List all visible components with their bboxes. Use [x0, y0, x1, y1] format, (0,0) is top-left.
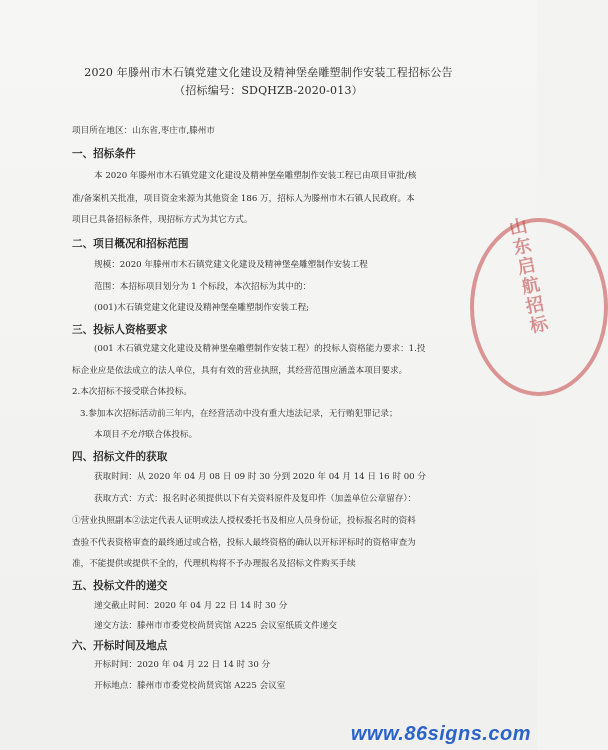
- section-3-text: 2.本次招标不接受联合体投标。: [72, 387, 192, 397]
- section-2-text: 范围：本招标项目划分为 1 个标段，本次招标为其中的：: [94, 282, 312, 292]
- section-2-text: 规模：2020 年滕州市木石镇党建文化建设及精神堡垒雕塑制作安装工程: [94, 260, 368, 270]
- section-4-text: 获取方式：方式：报名时必须提供以下有关资料原件及复印件（加盖单位公章留存）：: [94, 494, 417, 504]
- section-1-text: 准/备案机关批准，项目资金来源为其他资金 186 万，招标人为滕州市木石镇人民政府。本: [72, 194, 415, 204]
- site-watermark: www.86signs.com: [350, 723, 531, 745]
- section-3-text: 标企业应是依法成立的法人单位，具有有效的营业执照，其经营范围应涵盖本项目要求。: [72, 366, 408, 376]
- section-4-text: ①营业执照副本②法定代表人证明或法人授权委托书及相应人员身份证，投标报名时的资料: [72, 516, 416, 526]
- document-title: 2020 年滕州市木石镇党建文化建设及精神堡垒雕塑制作安装工程招标公告: [84, 66, 453, 79]
- section-4-text: 查验不代表资格审查的最终通过或合格，投标人最终资格的确认以开标评标时的资格审查为: [72, 538, 416, 548]
- section-4-text: 获取时间：从 2020 年 04 月 08 日 09 时 30 分到 2020 年 04 月 14 日 16 时 00 分: [94, 472, 426, 482]
- section-4-heading: 四、招标文件的获取: [72, 451, 168, 463]
- section-5-text: 递交方法：滕州市市委党校尚贤宾馆 A225 会议室纸质文件递交: [94, 621, 337, 631]
- section-3-text: 3.参加本次招标活动前三年内，在经营活动中没有重大违法记录，无行贿犯罪记录；: [80, 409, 398, 419]
- location-line: 项目所在地区：山东省,枣庄市,滕州市: [72, 126, 215, 136]
- section-3-heading: 三、投标人资格要求: [72, 324, 168, 336]
- document-subtitle: （招标编号：SDQHZB-2020-013）: [174, 84, 363, 97]
- section-3-text: 本项目不允许联合体投标。: [94, 430, 198, 440]
- section-2-heading: 二、项目概况和招标范围: [72, 238, 189, 250]
- section-5-heading: 五、投标文件的递交: [72, 580, 168, 592]
- section-1-text: 本 2020 年滕州市木石镇党建文化建设及精神堡垒雕塑制作安装工程已由项目审批/核: [94, 171, 417, 181]
- section-3-text: (001 木石镇党建文化建设及精神堡垒雕塑制作安装工程）的投标人资格能力要求：1.投: [94, 344, 426, 354]
- section-6-heading: 六、开标时间及地点: [72, 640, 168, 652]
- section-2-text: (001)木石镇党建文化建设及精神堡垒雕塑制作安装工程;: [94, 303, 310, 313]
- section-1-text: 项目已具备招标条件，现招标方式为其它方式。: [72, 215, 253, 225]
- section-6-text: 开标时间：2020 年 04 月 22 日 14 时 30 分: [94, 660, 271, 670]
- section-5-text: 递交截止时间：2020 年 04 月 22 日 14 时 30 分: [94, 601, 288, 611]
- section-1-heading: 一、招标条件: [72, 148, 136, 160]
- company-seal-text: 山东启航招标: [504, 215, 550, 338]
- section-6-text: 开标地点：滕州市市委党校尚贤宾馆 A225 会议室: [94, 681, 286, 691]
- section-4-text: 准，不能提供或提供不全的，代理机构将不予办理报名及招标文件购买手续: [72, 559, 356, 569]
